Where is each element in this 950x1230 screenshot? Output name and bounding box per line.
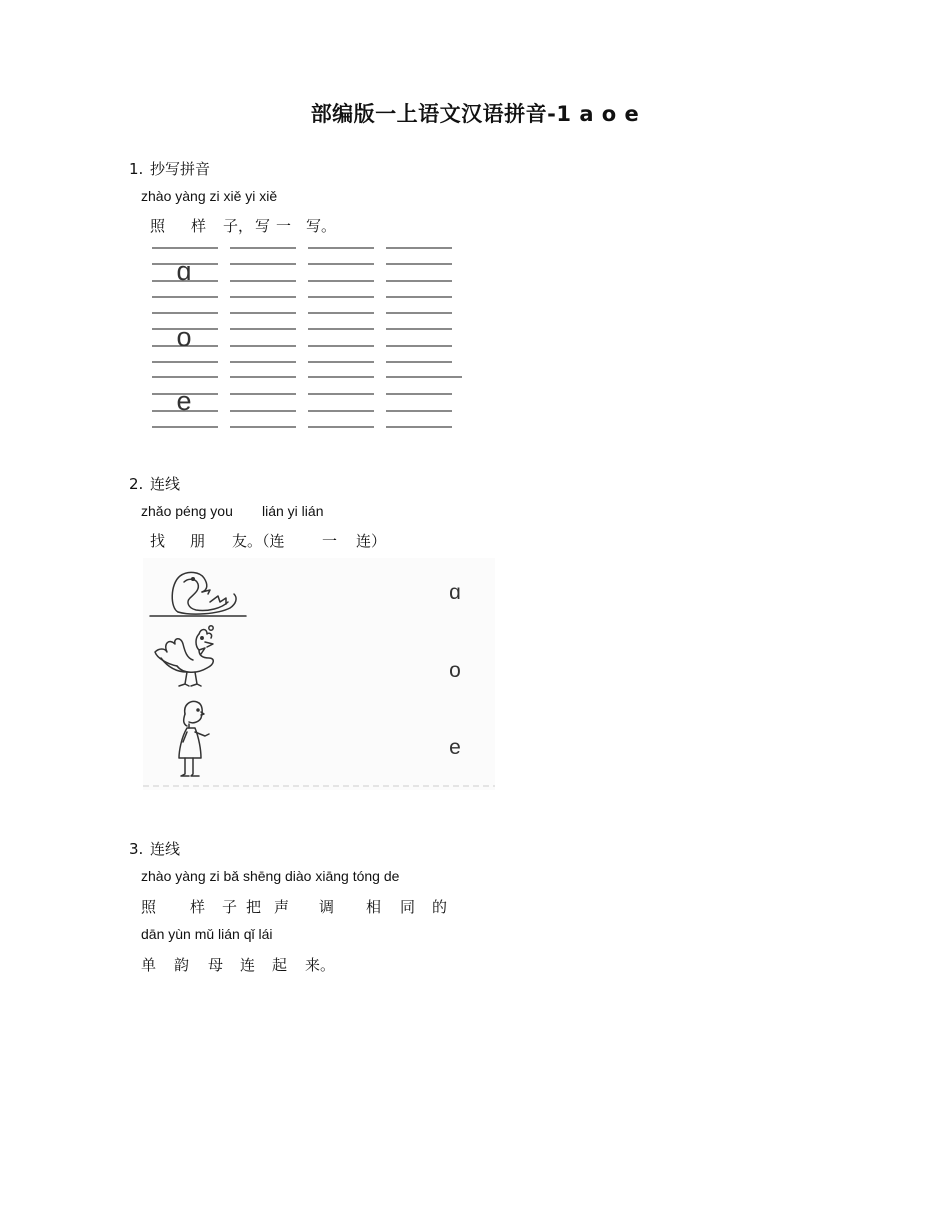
hanzi-char: 样 (190, 898, 206, 916)
hanzi-char: 连） (356, 532, 387, 550)
hanzi-char: 调 (319, 898, 335, 916)
hanzi-char: 同 (400, 898, 416, 916)
swan-picture[interactable] (148, 564, 250, 624)
hanzi-char: 一 (322, 532, 338, 550)
hanzi-char: 的 (432, 898, 448, 916)
hanzi-char: 起 (272, 956, 288, 974)
panel-bottom-divider (143, 785, 495, 788)
question-2-title: 连线 (150, 475, 181, 493)
sample-letter-a: ɑ (176, 256, 192, 286)
page-title: 部编版一上语文汉语拼音-1 a o e (310, 102, 640, 126)
hanzi-char: 单 (141, 956, 157, 974)
hanzi-char: 韵 (174, 956, 190, 974)
question-1-heading (129, 158, 210, 179)
question-1-hanzi (150, 215, 336, 236)
question-2-heading (129, 473, 180, 494)
question-1-number: 1. (129, 160, 144, 178)
question-2-hanzi (150, 530, 386, 551)
hanzi-char: 照 (141, 898, 157, 916)
hanzi-char: 写 (255, 217, 271, 235)
question-1-title: 抄写拼音 (150, 160, 211, 178)
match-letter-o[interactable]: o (449, 659, 461, 682)
hanzi-char: 朋 (190, 532, 206, 550)
question-2-pinyin (141, 503, 323, 519)
question-2-number: 2. (129, 475, 144, 493)
hanzi-char: 子， (223, 217, 254, 235)
pinyin-phrase: lián yi lián (262, 503, 324, 519)
hanzi-char: 样 (191, 217, 207, 235)
sample-letter-e: e (176, 386, 192, 416)
hanzi-char: 来。 (305, 956, 336, 974)
question-3-hanzi-1 (141, 896, 447, 917)
question-3-number: 3. (129, 840, 144, 858)
hanzi-char: 写。 (306, 217, 337, 235)
rooster-picture[interactable] (153, 624, 233, 688)
writing-grid[interactable] (150, 242, 470, 438)
sample-letter-o: o (176, 322, 192, 352)
hanzi-char: 连 (240, 956, 256, 974)
matching-panel[interactable] (143, 558, 495, 790)
girl-picture[interactable] (173, 698, 221, 784)
hanzi-char: 找 (150, 532, 166, 550)
question-1-pinyin: zhào yàng zi xiě yi xiě (141, 188, 278, 204)
hanzi-char: 子 (222, 898, 238, 916)
hanzi-char: 母 (208, 956, 224, 974)
hanzi-char: 一 (276, 217, 292, 235)
hanzi-char: 声 (274, 898, 290, 916)
hanzi-char: 相 (366, 898, 382, 916)
hanzi-char: 把 (246, 898, 262, 916)
pinyin-phrase: zhǎo péng you (141, 503, 233, 519)
match-letter-a[interactable]: ɑ (449, 581, 461, 604)
question-3-title: 连线 (150, 840, 181, 858)
question-3-heading (129, 838, 180, 859)
question-3-pinyin-2: dān yùn mǔ lián qǐ lái (141, 926, 273, 942)
question-3-pinyin-1: zhào yàng zi bǎ shēng diào xiāng tóng de (141, 868, 400, 884)
hanzi-char: 照 (150, 217, 166, 235)
hanzi-char: 友。（连 (232, 532, 285, 550)
question-3-hanzi-2 (141, 954, 335, 975)
match-letter-e[interactable]: e (449, 736, 461, 759)
